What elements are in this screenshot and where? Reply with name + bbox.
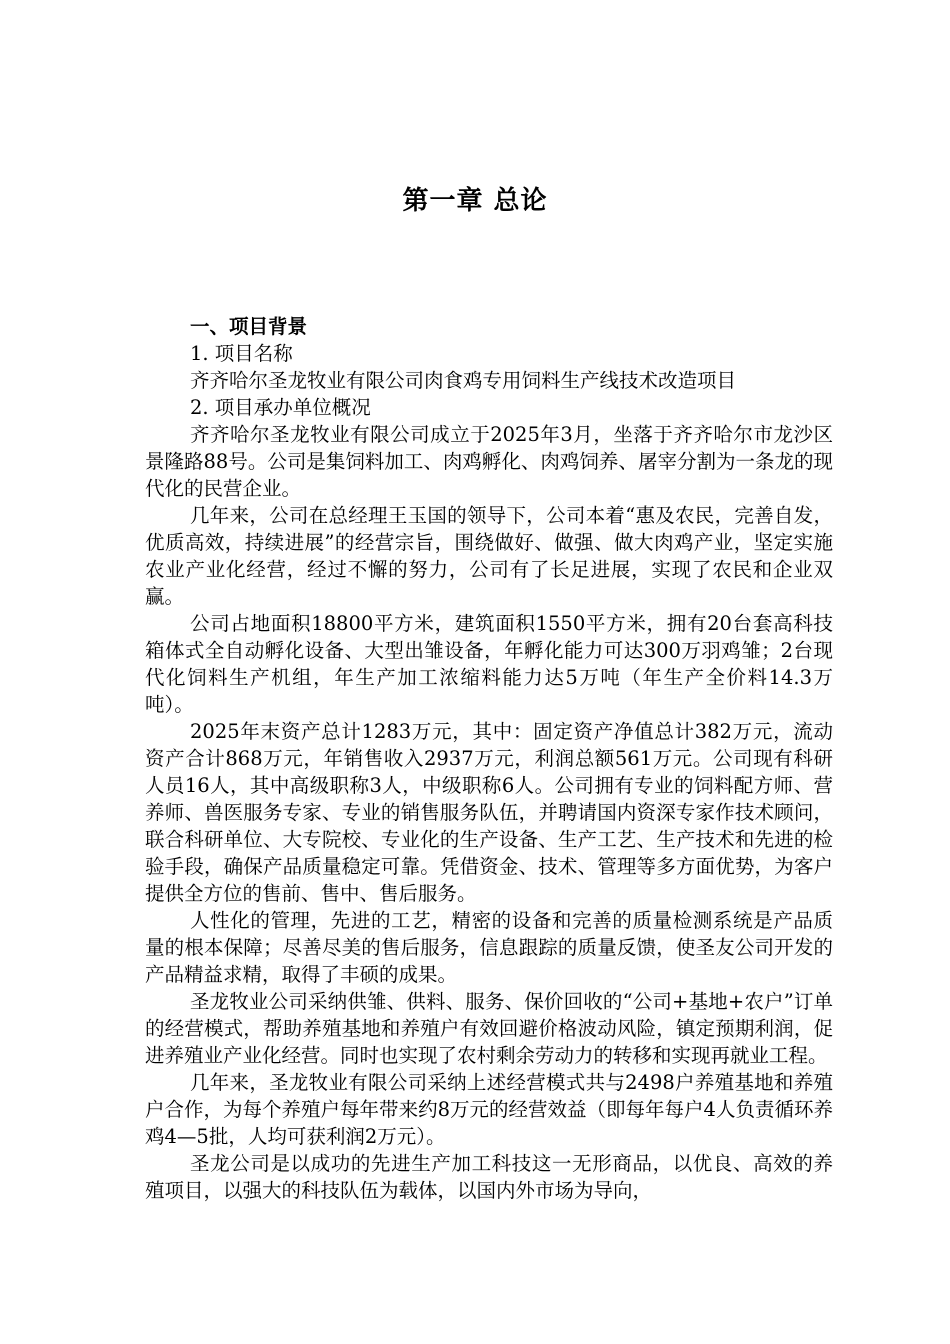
paragraph: 公司占地面积18800平方米，建筑面积1550平方米，拥有20台套高科技箱体式全自动孵化设备、大型出雏设备，年孵化能力可达300万羽鸡雏；2台现代化饲料生产机组，年生产加工浓缩料能力达5万吨（年生产全价料14.3万吨）。: [145, 612, 833, 716]
paragraph: 人性化的管理，先进的工艺，精密的设备和完善的质量检测系统是产品质量的根本保障；尽善尽美的售后服务，信息跟踪的质量反馈，使圣友公司开发的产品精益求精，取得了丰硕的成果。: [145, 909, 833, 986]
chapter-title: 第一章 总论: [402, 186, 548, 216]
project-name-label: 1. 项目名称: [190, 342, 293, 365]
paragraph: 几年来，公司在总经理王玉国的领导下，公司本着“惠及农民，完善自发，优质高效，持续进展”的经营宗旨，围绕做好、做强、做大肉鸡产业，坚定实施农业产业化经营，经过不懈的努力，公司有了长足进展，实现了农民和企业双赢。: [145, 504, 833, 608]
paragraph: 2025年末资产总计1283万元，其中：固定资产净值总计382万元，流动资产合计868万元，年销售收入2937万元，利润总额561万元。公司现有科研人员16人，其中高级职称3人，中级职称6人。公司拥有专业的饲料配方师、营养师、兽医服务专家、专业的销售服务队伍，并聘请国内资深专家作技术顾问，联合科研单位、大专院校、专业化的生产设备、生产工艺、生产技术和先进的检验手段，确保产品质量稳定可靠。凭借资金、技术、管理等多方面优势，为客户提供全方位的售前、售中、售后服务。: [145, 720, 833, 905]
section-heading: 一、项目背景: [190, 315, 308, 338]
paragraph: 圣龙牧业公司采纳供雏、供料、服务、保价回收的“公司+基地+农户”订单的经营模式，帮助养殖基地和养殖户有效回避价格波动风险，镇定预期利润，促进养殖业产业化经营。同时也实现了农村剩余劳动力的转移和实现再就业工程。: [145, 990, 833, 1067]
paragraph: 圣龙公司是以成功的先进生产加工科技这一无形商品，以优良、高效的养殖项目，以强大的科技队伍为载体，以国内外市场为导向，: [145, 1152, 833, 1202]
project-name: 齐齐哈尔圣龙牧业有限公司肉食鸡专用饲料生产线技术改造项目: [190, 369, 737, 392]
paragraph: 几年来，圣龙牧业有限公司采纳上述经营模式共与2498户养殖基地和养殖户合作，为每个养殖户每年带来约8万元的经营效益（即每年每户4人负责循环养鸡4—5批，人均可获利润2万元）。: [145, 1071, 833, 1148]
paragraph: 齐齐哈尔圣龙牧业有限公司成立于2025年3月，坐落于齐齐哈尔市龙沙区景隆路88号。公司是集饲料加工、肉鸡孵化、肉鸡饲养、屠宰分割为一条龙的现代化的民营企业。: [145, 423, 833, 500]
unit-overview-label: 2. 项目承办单位概况: [190, 396, 371, 419]
document-body: [145, 313, 833, 1204]
